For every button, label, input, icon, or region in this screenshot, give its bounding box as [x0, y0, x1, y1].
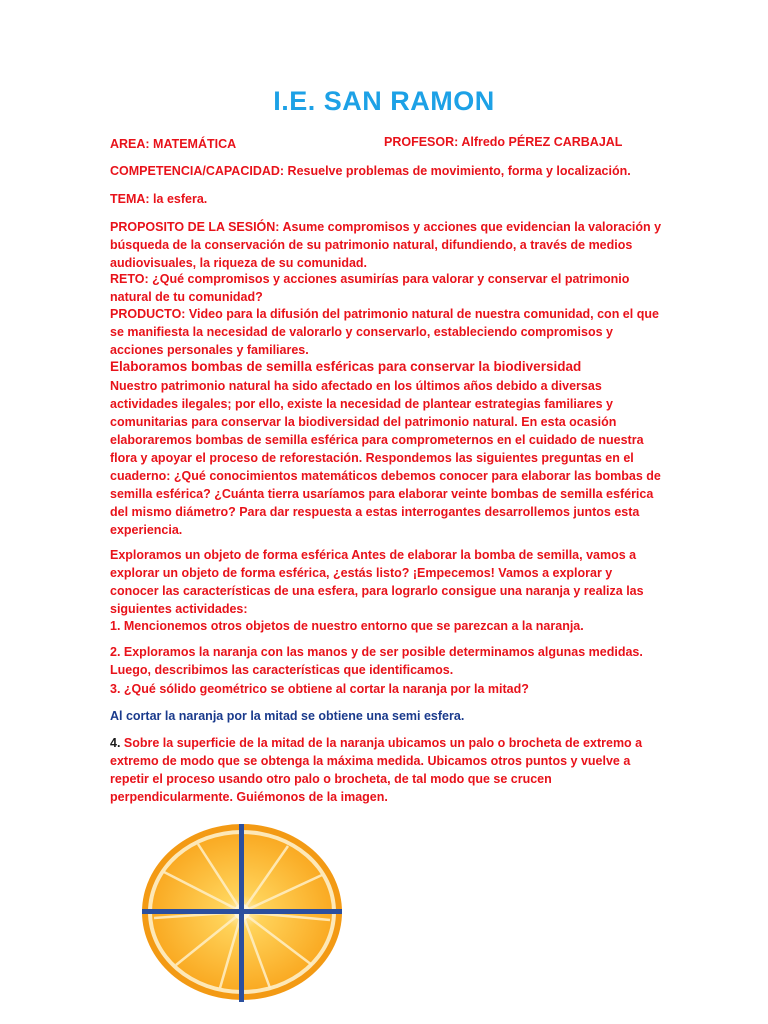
section-heading: Elaboramos bombas de semilla esféricas para conservar la biodiversidad	[110, 359, 582, 374]
activity-item-1: 1. Mencionemos otros objetos de nuestro entorno que se parezcan a la naranja.	[110, 619, 584, 633]
producto-paragraph: PRODUCTO: Video para la difusión del patrimonio natural de nuestra comunidad, con el que se manifiesta la necesidad de valorarlo y conservarlo, estableciendo compromisos y acciones personales y familiares.	[110, 307, 659, 357]
profesor-label: PROFESOR: Alfredo PÉREZ CARBAJAL	[384, 135, 623, 149]
activity-item-4	[110, 734, 662, 806]
intro-paragraph: Nuestro patrimonio natural ha sido afectado en los últimos años debido a diversas actividades ilegales; por ello, existe la necesidad de plantear estrategias familiares y comunitarias para conservar la biodiversidad del patrimonio natural. En esta ocasión elaboraremos bombas de semilla esférica para comprometernos en el cuidado de nuestra flora y apoyar el proceso de reforestación. Respondemos las siguientes preguntas en el cuaderno: ¿Qué conocimientos matemáticos debemos conocer para elaborar las bombas de semilla esférica? ¿Cuánta tierra usaríamos para elaborar veinte bombas de semilla esférica del mismo diámetro? Para dar respuesta a estas interrogantes desarrollemos juntos esta experiencia.	[110, 379, 661, 537]
reto-paragraph: RETO: ¿Qué compromisos y acciones asumirías para valorar y conservar el patrimonio natural de tu comunidad?	[110, 272, 630, 304]
tema-label: TEMA: la esfera.	[110, 192, 208, 206]
item-4-number: 4.	[110, 736, 121, 750]
activity-item-3: 3. ¿Qué sólido geométrico se obtiene al cortar la naranja por la mitad?	[110, 682, 529, 696]
page-title: I.E. SAN RAMON	[273, 86, 495, 116]
item-4-text: Sobre la superficie de la mitad de la naranja ubicamos un palo o brocheta de extremo a extremo de modo que se obtenga la máxima medida. Ubicamos otros puntos y vuelve a repetir el proceso usando otro palo o brocheta, de tal modo que se crucen perpendicularmente. Guiémonos de la imagen.	[110, 736, 643, 804]
activity-item-2: 2. Exploramos la naranja con las manos y de ser posible determinamos algunas medidas. Luego, describimos las características que identificamos.	[110, 645, 643, 677]
orange-half-image	[140, 820, 350, 1005]
proposito-paragraph: PROPOSITO DE LA SESIÓN: Asume compromisos y acciones que evidencian la valoración y búsqueda de la conservación de su patrimonio natural, difundiendo, a través de medios audiovisuales, la riqueza de su comunidad.	[110, 220, 662, 270]
exploramos-paragraph: Exploramos un objeto de forma esférica Antes de elaborar la bomba de semilla, vamos a explorar un objeto de forma esférica, ¿estás listo? ¡Empecemos! Vamos a explorar y conocer las características de una esfera, para lograrlo consigue una naranja y realiza las siguientes actividades:	[110, 548, 644, 616]
area-label: AREA: MATEMÁTICA	[110, 137, 237, 151]
answer-paragraph: Al cortar la naranja por la mitad se obtiene una semi esfera.	[110, 709, 465, 723]
horizontal-stick	[142, 909, 342, 914]
competencia-label: COMPETENCIA/CAPACIDAD: Resuelve problemas de movimiento, forma y localización.	[110, 164, 631, 178]
